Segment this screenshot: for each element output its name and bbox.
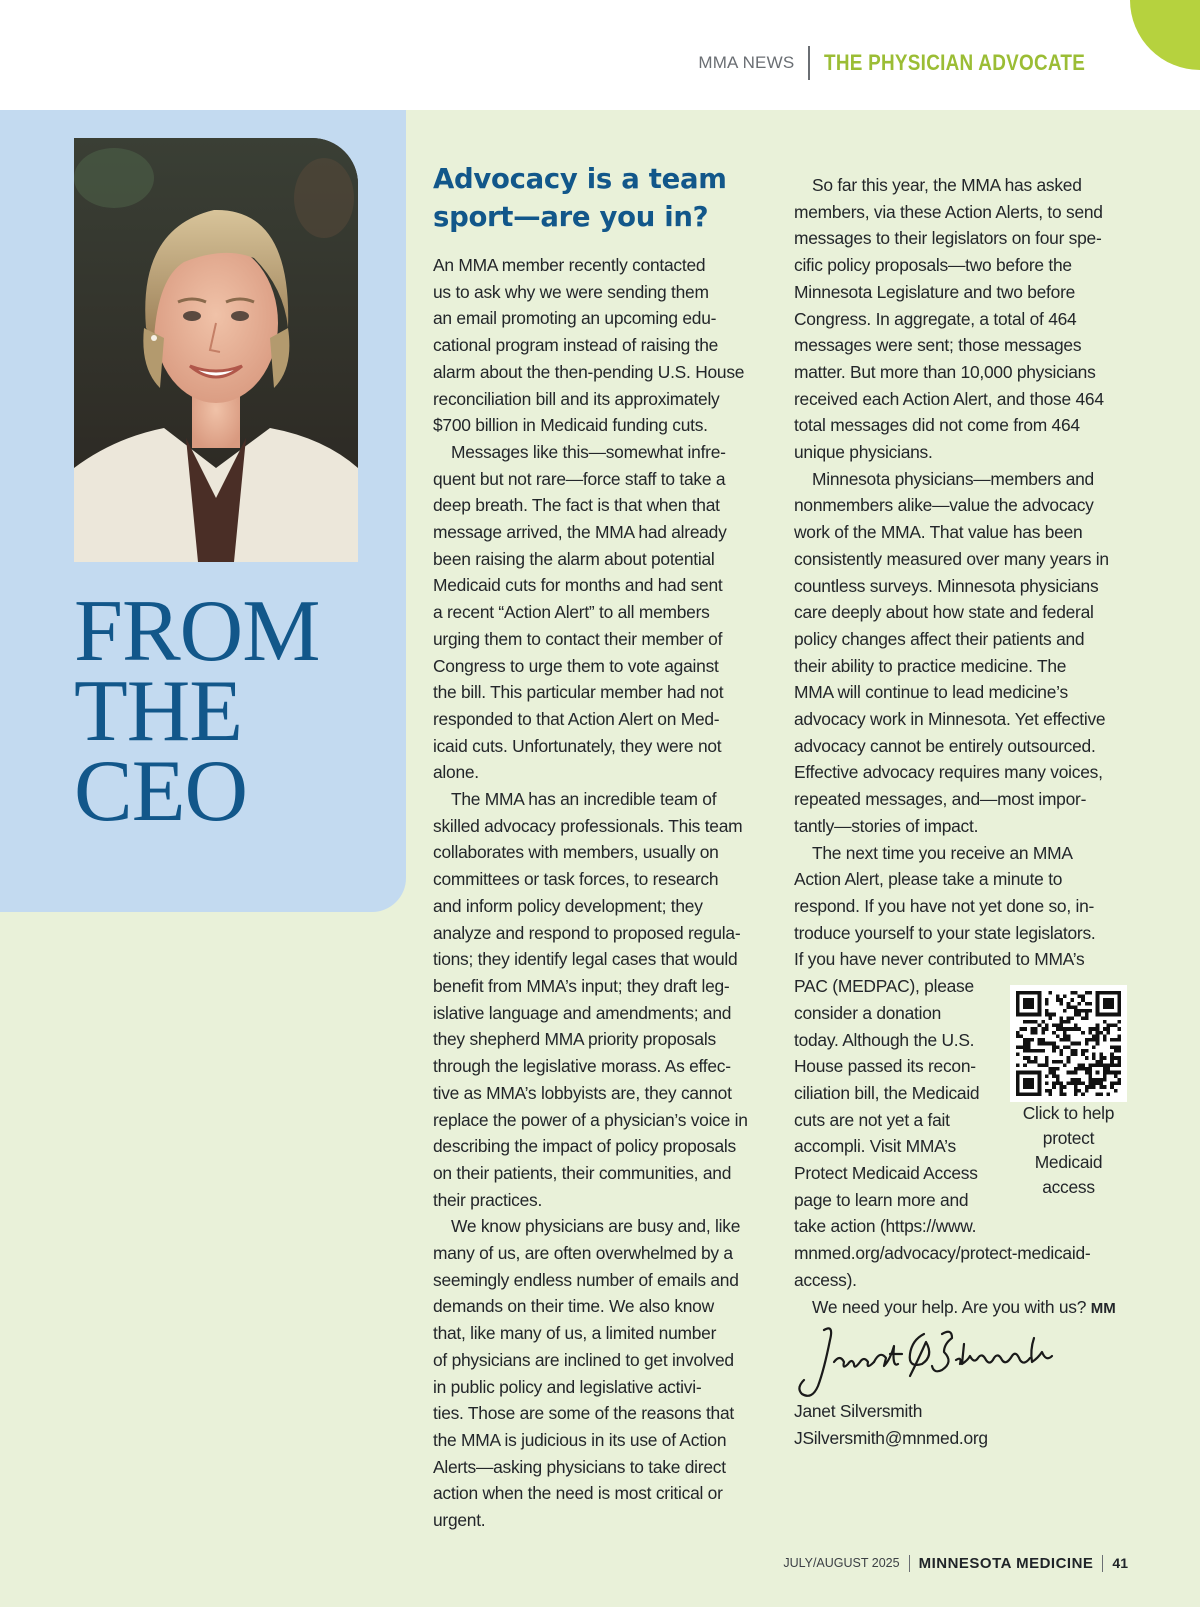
paragraph-line: House passed its recon- — [794, 1056, 976, 1077]
paragraph-line: through the legislative morass. As effec- — [433, 1056, 731, 1077]
paragraph-line: describing the impact of policy proposals — [433, 1136, 736, 1157]
paragraph-line: PAC (MEDPAC), please — [794, 976, 974, 997]
paragraph-line: repeated messages, and—most impor- — [794, 789, 1087, 810]
paragraph-line: collaborates with members, usually on — [433, 842, 719, 863]
author-email-link[interactable]: JSilversmith@mnmed.org — [794, 1428, 988, 1448]
author-portrait — [74, 138, 358, 562]
paragraph-line: countless surveys. Minnesota physicians — [794, 575, 1099, 596]
closing-line: We need your help. Are you with us? — [812, 1296, 1087, 1317]
paragraph-line: that, like many of us, a limited number — [433, 1323, 717, 1344]
article-paragraph — [433, 252, 765, 439]
paragraph-line: ciliation bill, the Medicaid — [794, 1082, 980, 1103]
paragraph-line: the bill. This particular member had not — [433, 682, 724, 703]
paragraph-line: Effective advocacy requires many voices, — [794, 762, 1103, 783]
paragraph-line: demands on their time. We also know — [433, 1296, 714, 1317]
paragraph-line: of physicians are inclined to get involved — [433, 1349, 734, 1370]
feature-title-line: FROM — [74, 583, 320, 680]
section-label: MMA NEWS — [698, 53, 795, 72]
article-paragraph — [433, 439, 765, 786]
paragraph-line: Congress to urge them to vote against — [433, 655, 719, 676]
paragraph-line: tions; they identify legal cases that would — [433, 949, 738, 970]
paragraph-line: messages were sent; those messages — [794, 335, 1082, 356]
paragraph-line: an email promoting an upcoming edu- — [433, 308, 717, 329]
qr-caption-line: Medicaid — [1034, 1152, 1103, 1172]
paragraph-line: care deeply about how state and federal — [794, 602, 1094, 623]
paragraph-line: urging them to contact their member of — [433, 628, 723, 649]
paragraph-line: Medicaid cuts for months and had sent — [433, 575, 723, 596]
article-paragraph — [433, 1213, 765, 1533]
paragraph-line: The MMA has an incredible team of — [451, 789, 717, 810]
handwritten-signature — [794, 1320, 1064, 1402]
paragraph-line: Messages like this—somewhat infre- — [451, 441, 726, 462]
paragraph-line: their ability to practice medicine. The — [794, 655, 1067, 676]
feature-title — [74, 583, 320, 840]
paragraph-line: in public policy and legislative activi- — [433, 1376, 702, 1397]
paragraph-line: The next time you receive an MMA — [812, 842, 1073, 863]
paragraph-line: So far this year, the MMA has asked — [812, 175, 1082, 195]
paragraph-line: replace the power of a physician’s voice in — [433, 1109, 748, 1130]
paragraph-line: consider a donation — [794, 1002, 942, 1023]
paragraph-line: tive as MMA’s lobbyists are, they cannot — [433, 1082, 732, 1103]
paragraph-line: members, via these Action Alerts, to send — [794, 201, 1103, 222]
paragraph-line: tantly—stories of impact. — [794, 815, 979, 836]
publication-section-label: THE PHYSICIAN ADVOCATE — [824, 50, 1086, 75]
page-footer — [783, 1553, 1128, 1573]
paragraph-line: skilled advocacy professionals. This team — [433, 815, 743, 836]
paragraph-line: responded to that Action Alert on Med- — [433, 708, 720, 729]
paragraph-line: cational program instead of raising the — [433, 335, 719, 356]
paragraph-line: benefit from MMA’s input; they draft leg- — [433, 975, 730, 996]
article-headline — [433, 160, 763, 236]
paragraph-line: received each Action Alert, and those 464 — [794, 388, 1104, 409]
end-mark: MM — [1090, 1299, 1116, 1317]
paragraph-line: quent but not rare—force staff to take a — [433, 468, 726, 489]
paragraph-line: alone. — [433, 762, 479, 783]
paragraph-line: respond. If you have not yet done so, in- — [794, 895, 1095, 916]
paragraph-line: committees or task forces, to research — [433, 869, 719, 890]
qr-code-link[interactable] — [1010, 985, 1127, 1102]
paragraph-line: troduce yourself to your state legislators. — [794, 922, 1096, 943]
paragraph-line: page to learn more and — [794, 1189, 969, 1210]
feature-title-line: THE — [74, 663, 243, 760]
paragraph-line: Alerts—asking physicians to take direct — [433, 1456, 726, 1477]
paragraph-line: policy changes affect their patients and — [794, 628, 1085, 649]
paragraph-line: many of us, are often overwhelmed by a — [433, 1243, 733, 1264]
paragraph-line: Action Alert, please take a minute to — [794, 869, 1063, 890]
paragraph-line: cific policy proposals—two before the — [794, 255, 1072, 276]
paragraph-line: advocacy work in Minnesota. Yet effective — [794, 709, 1106, 730]
paragraph-line: islative language and amendments; and — [433, 1002, 732, 1023]
paragraph-line: seemingly endless number of emails and — [433, 1269, 739, 1290]
paragraph-line: total messages did not come from 464 — [794, 415, 1080, 436]
article-column-1 — [433, 252, 765, 1534]
headline-line: Advocacy is a team — [433, 163, 727, 195]
issue-date: JULY/AUGUST 2025 — [783, 1556, 900, 1570]
paragraph-line: been raising the alarm about potential — [433, 548, 715, 569]
header-divider — [808, 46, 810, 80]
paragraph-line: they shepherd MMA priority proposals — [433, 1029, 716, 1050]
paragraph-line: We know physicians are busy and, like — [451, 1216, 741, 1237]
paragraph-line: access). — [794, 1269, 857, 1290]
paragraph-line: a recent “Action Alert” to all members — [433, 602, 710, 623]
paragraph-line: the MMA is judicious in its use of Action — [433, 1429, 727, 1450]
article-paragraph — [433, 786, 765, 1213]
paragraph-line: on their patients, their communities, and — [433, 1162, 732, 1183]
feature-title-line: CEO — [74, 743, 247, 840]
paragraph-line: icaid cuts. Unfortunately, they were not — [433, 735, 722, 756]
qr-caption — [1010, 1101, 1127, 1199]
paragraph-line: mnmed.org/advocacy/protect-medicaid- — [794, 1243, 1091, 1264]
paragraph-line: advocacy cannot be entirely outsourced. — [794, 735, 1096, 756]
paragraph-line: unique physicians. — [794, 442, 933, 463]
headline-line: sport—are you in? — [433, 201, 709, 233]
paragraph-line: $700 billion in Medicaid funding cuts. — [433, 415, 708, 436]
footer-divider — [1102, 1555, 1103, 1572]
qr-caption-line: Click to help — [1022, 1103, 1115, 1123]
paragraph-line: us to ask why we were sending them — [433, 281, 709, 302]
paragraph-line: MMA will continue to lead medicine’s — [794, 682, 1068, 703]
paragraph-line: message arrived, the MMA had already — [433, 522, 727, 543]
qr-caption-line: protect — [1042, 1127, 1095, 1148]
paragraph-line: matter. But more than 10,000 physicians — [794, 361, 1096, 382]
article-paragraph — [794, 466, 1134, 840]
author-name: Janet Silversmith — [794, 1401, 923, 1421]
paragraph-line: alarm about the then-pending U.S. House — [433, 361, 745, 382]
paragraph-line: Minnesota Legislature and two before — [794, 281, 1076, 302]
paragraph-line: take action (https://www. — [794, 1216, 977, 1237]
footer-divider — [909, 1555, 910, 1572]
magazine-name: MINNESOTA MEDICINE — [918, 1554, 1094, 1572]
running-header — [698, 46, 1128, 80]
paragraph-line: analyze and respond to proposed regula- — [433, 922, 741, 943]
paragraph-line: reconciliation bill and its approximately — [433, 388, 720, 409]
paragraph-line: action when the need is most critical or — [433, 1483, 723, 1504]
paragraph-line: cuts are not yet a fait — [794, 1109, 950, 1130]
paragraph-line: Minnesota physicians—members and — [812, 468, 1094, 489]
page-number: 41 — [1112, 1555, 1128, 1571]
paragraph-line: If you have never contributed to MMA’s — [794, 949, 1085, 970]
paragraph-line: ties. Those are some of the reasons that — [433, 1403, 734, 1424]
closing-paragraph — [794, 1294, 1134, 1323]
paragraph-line: messages to their legislators on four spe- — [794, 228, 1102, 249]
paragraph-line: work of the MMA. That value has been — [794, 522, 1083, 543]
paragraph-line: Protect Medicaid Access — [794, 1163, 978, 1184]
paragraph-line: today. Although the U.S. — [794, 1029, 975, 1050]
paragraph-line: deep breath. The fact is that when that — [433, 495, 720, 516]
paragraph-line: urgent. — [433, 1510, 486, 1531]
qr-caption-line: access — [1042, 1176, 1095, 1197]
paragraph-line: Congress. In aggregate, a total of 464 — [794, 308, 1077, 329]
paragraph-line: and inform policy development; they — [433, 895, 703, 916]
paragraph-line: An MMA member recently contacted — [433, 255, 706, 275]
paragraph-line: accompli. Visit MMA’s — [794, 1136, 956, 1157]
paragraph-line: consistently measured over many years in — [794, 548, 1109, 569]
article-paragraph — [794, 172, 1134, 466]
paragraph-line: nonmembers alike—value the advocacy — [794, 495, 1094, 516]
paragraph-line: their practices. — [433, 1189, 543, 1210]
